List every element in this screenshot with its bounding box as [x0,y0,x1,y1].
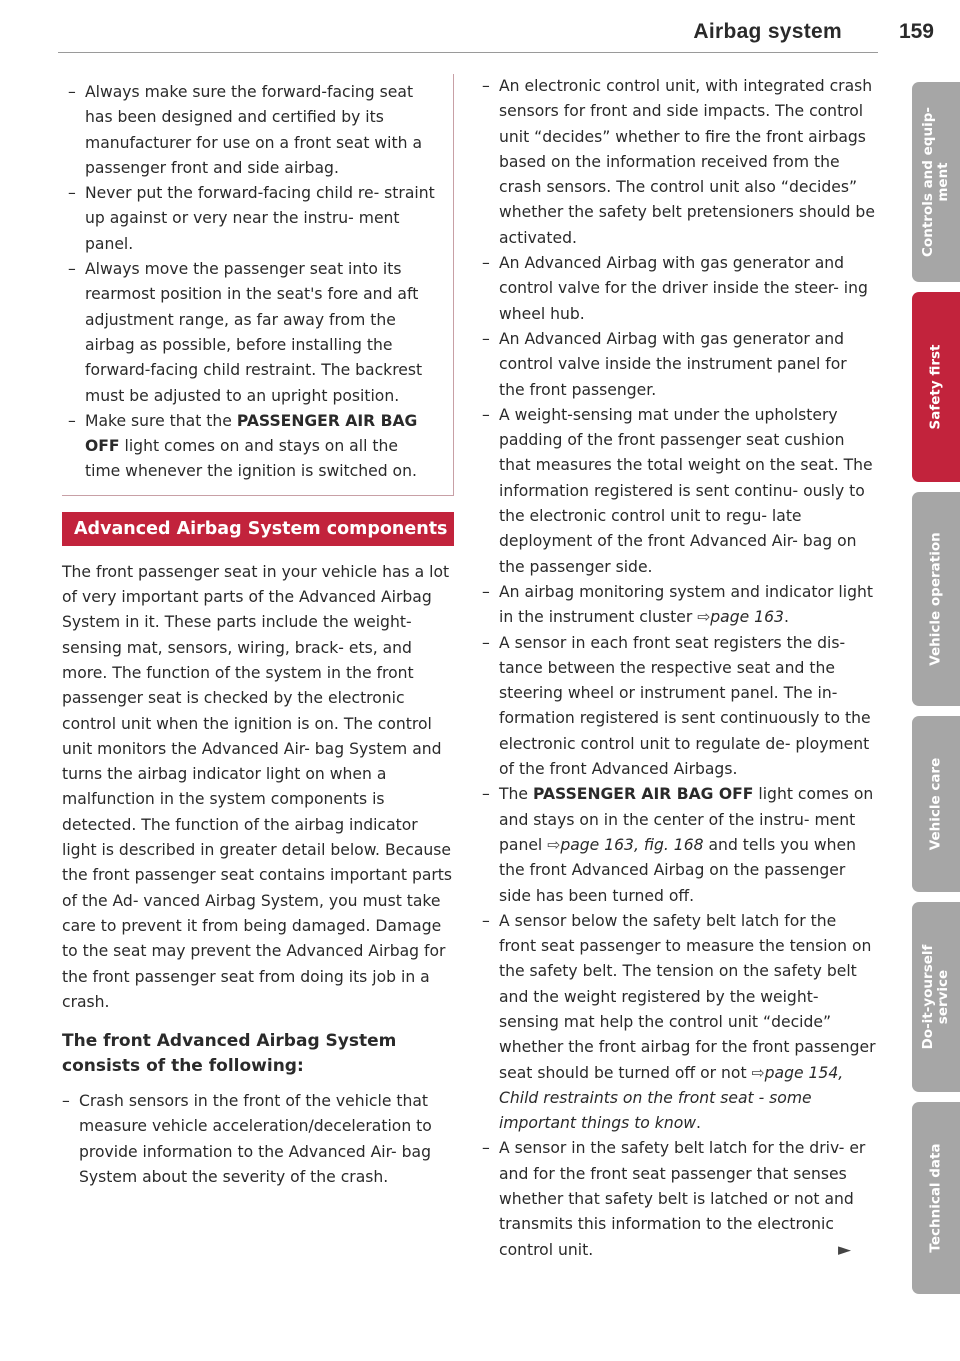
subheading: The front Advanced Airbag System consists of the following: [62,1031,397,1077]
text-run: . [696,1114,701,1133]
reference-text: page 154, Child restraints on the front seat - some important things to know [499,1063,844,1133]
list-item: – An Advanced Airbag with gas generator and control valve inside the instrument panel for the front passenger. [482,327,876,403]
side-tab-vehicle-care[interactable] [912,716,960,892]
indicator-name: PASSENGER AIR BAG OFF [85,411,418,456]
list-item: – A sensor in the safety belt latch for the driv- er and for the front seat passenger that senses whether that safety belt is latched or not and transmits this information to the electronic control unit. [482,1136,876,1262]
page-reference-link[interactable] [547,836,703,854]
side-tab-vehicle-operation[interactable] [912,492,960,706]
warning-list [68,80,435,485]
running-header-title: Airbag system [693,20,842,43]
side-tab-label: Do-it-yourself service [920,944,951,1050]
component-list-right [482,74,876,1263]
warning-item-indicator [68,409,435,485]
side-tab-label: Technical data [927,1143,944,1253]
page-reference-link[interactable] [697,608,784,626]
arrow-right-icon: ⇨ [751,1063,765,1082]
text-run: and tells you when the front Advanced Airbag on the passenger side has been turned off. [499,835,856,905]
reference-text: page 163, fig. 168 [560,835,704,854]
list-item [482,909,876,1137]
list-item: – An Advanced Airbag with gas generator and control valve for the driver inside the steer- ing wheel hub. [482,251,876,327]
side-tab-technical-data[interactable] [912,1102,960,1294]
side-tab-label: Safety first [927,344,944,430]
warning-item: – Always move the passenger seat into its rearmost position in the seat's fore and aft adjustment range, as far away from the airbag as possible, before installing the forward-facing child restraint. The backrest must be adjusted to an upright position. [68,257,435,409]
text-run: . [783,608,789,627]
side-tab-label: Vehicle care [927,757,944,851]
header-rule [58,52,878,53]
side-tab-safety-first[interactable] [912,292,960,482]
warning-box [62,74,454,496]
list-item: – Crash sensors in the front of the vehicle that measure vehicle acceleration/deceleration to provide information to the Advanced Air- bag System about the severity of the crash. [62,1089,454,1190]
intro-paragraph: The front passenger seat in your vehicle has a lot of very important parts of the Advanced Airbag System in it. These parts include the weight-sensing mat, sensors, wiring, brack- ets, and more. The function of the system in the front passenger seat is checked by the electronic control unit when the ignition is on. The control unit monitors the Advanced Air- bag System and turns the airbag indicator light on when a malfunction in the system components is detected. The function of the airbag indicator light is described in greater detail below. Because the front passenger seat contains important parts of the Ad- vanced Airbag System, you must take care to prevent it from being damaged. Damage to the seat may prevent the Advanced Airbag for the front passenger seat from doing its job in a crash. [62,562,453,1011]
reference-text: page 163 [710,608,784,627]
section-heading: Advanced Airbag System components [62,512,454,546]
list-item: – A sensor in each front seat registers the dis- tance between the respective seat and the steering wheel or instrument panel. The in- formation registered is sent continuously to the electronic control unit to regulate de- ployment of the front Advanced Airbags. [482,631,876,783]
arrow-right-icon: ⇨ [697,608,711,627]
text-run: The [499,785,533,804]
text-run: An airbag monitoring system and indicator light in the instrument cluster [499,582,873,627]
list-item [482,782,876,908]
continue-arrow-icon: ► [838,1240,852,1260]
side-tab-label: Vehicle operation [927,532,944,666]
component-list-left [62,1089,454,1190]
list-item: – An electronic control unit, with integrated crash sensors for front and side impacts. The control unit “decides” whether to fire the front airbags based on the information received from the crash sensors. The control unit also “decides” whether the safety belt pretensioners should be activated. [482,74,876,251]
text-run: Make sure that the [85,411,237,430]
indicator-name: PASSENGER AIR BAG OFF [532,785,754,804]
list-item [482,580,876,631]
list-item: – A weight-sensing mat under the upholstery padding of the front passenger seat cushion that measures the total weight on the seat. The information registered is sent continu- ously to the electronic control unit to regu- late deployment of the front Advanced Air- bag on the passenger side. [482,403,876,580]
page-number: 159 [898,20,934,43]
text-run: light comes on and stays on all the time whenever the ignition is switched on. [85,437,417,481]
side-tab-label: Controls and equip- ment [920,107,951,257]
arrow-right-icon: ⇨ [547,835,561,854]
left-column [62,74,454,1190]
text-run: A sensor below the safety belt latch for the front seat passenger to measure the tension on the safety belt. The tension on the safety belt and the weight registered by the weight-sensing mat help the control unit “decide” whether the front airbag for the front passenger seat should be turned off or not [499,911,876,1082]
side-tab-controls[interactable] [912,82,960,282]
warning-item: – Always make sure the forward-facing seat has been designed and certified by its manufacturer for use on a front seat with a passenger front and side airbag. [68,80,435,181]
warning-item: – Never put the forward-facing child re- straint up against or very near the instru- ment panel. [68,181,435,257]
text-run: light comes on and stays on in the center of the instru- ment panel [499,785,874,854]
side-tab-do-it-yourself[interactable] [912,902,960,1092]
right-column [482,74,876,1263]
